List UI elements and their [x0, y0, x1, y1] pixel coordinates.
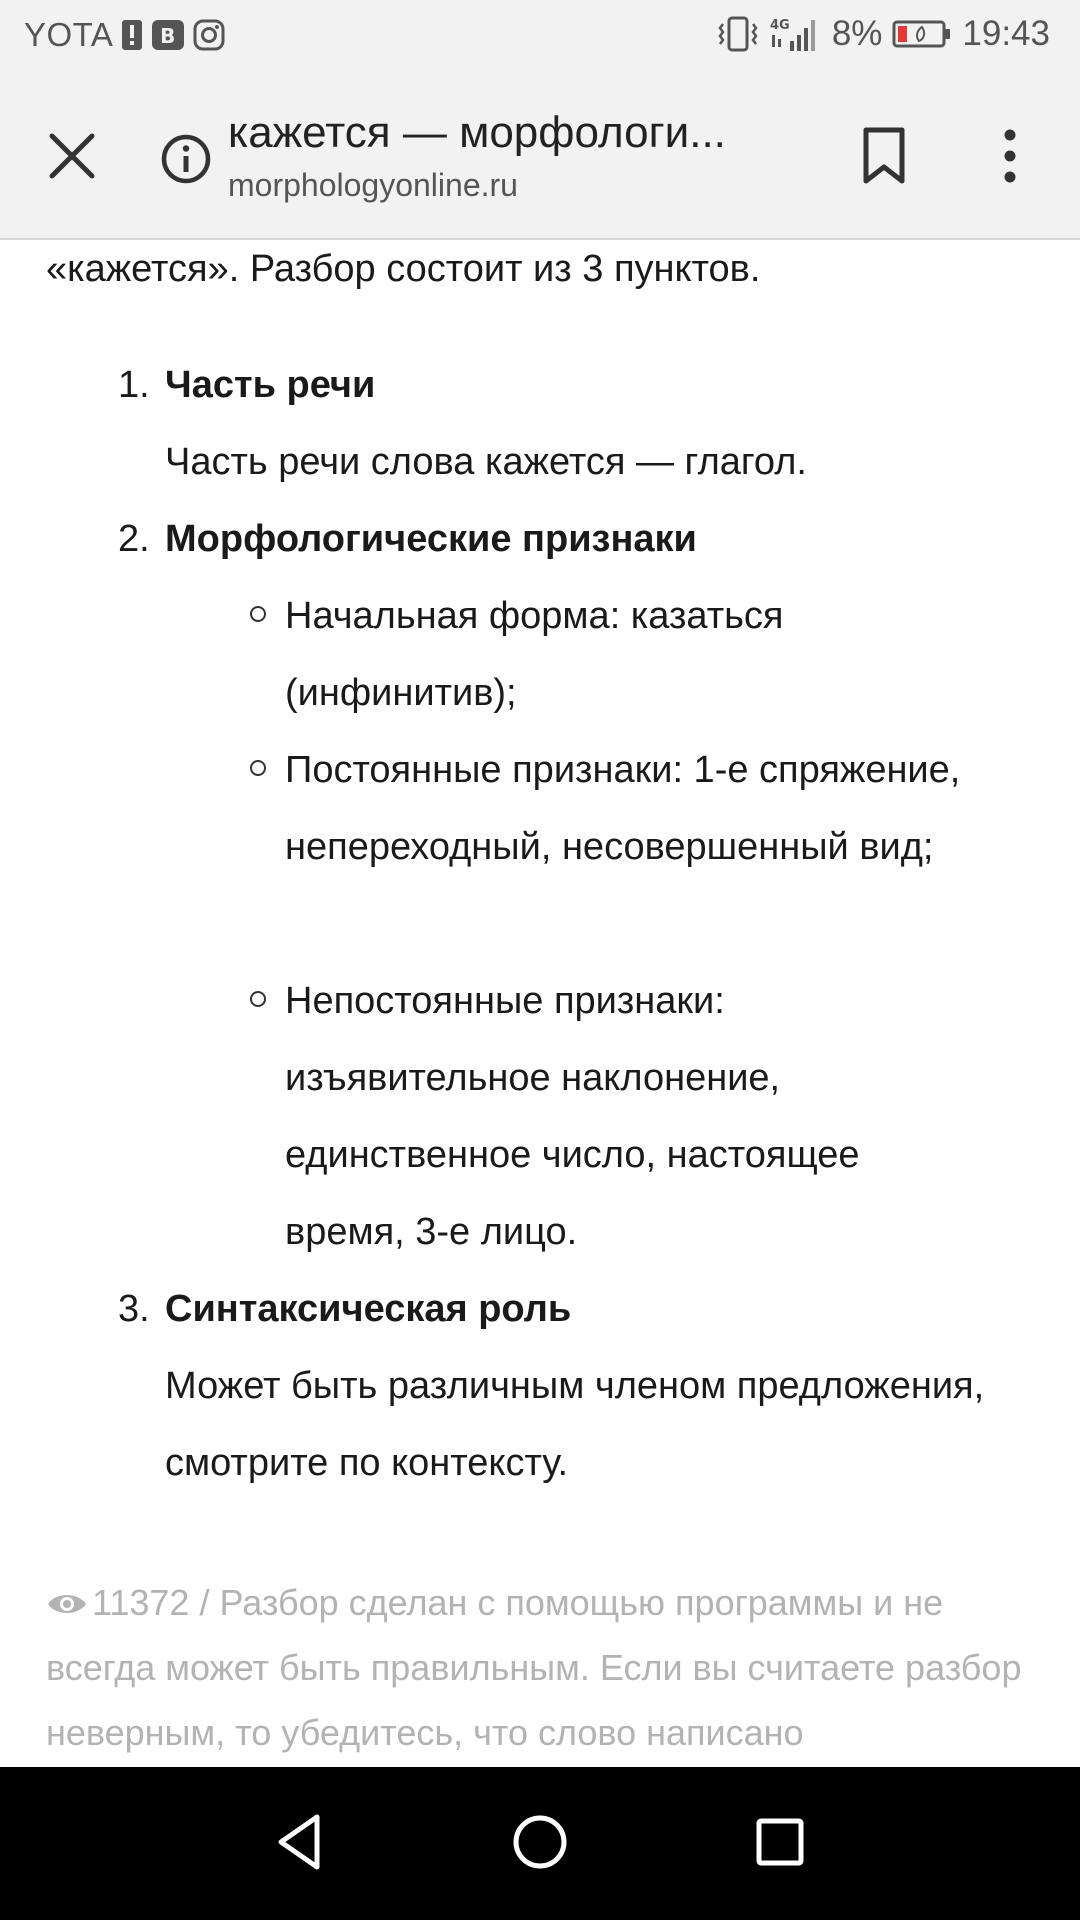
- menu-button[interactable]: [990, 125, 1030, 187]
- eye-icon: [46, 1589, 88, 1619]
- network-type-label: 4G: [769, 18, 790, 33]
- home-icon: [505, 1807, 575, 1877]
- bookmark-icon: [860, 125, 908, 187]
- page-url: morphologyonline.ru: [228, 167, 518, 203]
- signal-icon: [770, 15, 822, 53]
- item-number: 2.: [118, 518, 150, 560]
- intro-text: «кажется». Разбор состоит из 3 пунктов.: [46, 248, 761, 290]
- back-button[interactable]: [265, 1807, 335, 1877]
- more-vert-icon: [990, 125, 1030, 187]
- item-title: Синтаксическая роль: [165, 1288, 572, 1330]
- footer-note: [46, 1570, 1046, 1765]
- status-bar: [0, 0, 1080, 75]
- browser-toolbar: [0, 75, 1080, 240]
- close-icon: [42, 126, 102, 186]
- bookmark-button[interactable]: [860, 125, 908, 187]
- site-info-button[interactable]: [160, 133, 212, 185]
- item-text: Часть речи слова кажется — глагол.: [165, 441, 807, 483]
- info-icon: [160, 133, 212, 185]
- clock: 19:43: [962, 14, 1050, 53]
- footer-text: / Разбор сделан с помощью программы и не всегда может быть правильным. Если вы считаете разбор неверным, то убедитесь, что слово написано: [46, 1582, 1022, 1753]
- back-icon: [265, 1807, 335, 1877]
- carrier-label: YOTA: [24, 16, 114, 53]
- battery-icon: [892, 19, 952, 49]
- bullet-icon: [250, 760, 266, 776]
- home-button[interactable]: [505, 1807, 575, 1877]
- vk-icon: [151, 19, 185, 51]
- svg-text:B: B: [160, 24, 177, 48]
- title-block: [228, 105, 788, 205]
- sub-item-text: Начальная форма: казаться (инфинитив);: [285, 595, 784, 714]
- recents-button[interactable]: [745, 1807, 815, 1877]
- page-title: кажется — морфологи...: [228, 108, 726, 157]
- sub-item-text: Непостоянные признаки: изъявительное наклонение, единственное число, настоящее время, 3-е лицо.: [285, 980, 860, 1253]
- views-count: 11372: [92, 1582, 190, 1623]
- page-content[interactable]: [0, 240, 1080, 1767]
- item-number: 3.: [118, 1288, 150, 1330]
- bullet-icon: [250, 606, 266, 622]
- status-right: [716, 14, 1050, 54]
- item-text: Может быть различным членом предложения, смотрите по контексту.: [165, 1365, 985, 1484]
- recents-icon: [745, 1807, 815, 1877]
- item-number: 1.: [118, 364, 150, 406]
- battery-percent: 8%: [831, 14, 883, 53]
- bullet-icon: [250, 991, 266, 1007]
- instagram-icon: [193, 19, 225, 51]
- alert-icon: [121, 19, 143, 51]
- navigation-bar: [0, 1767, 1080, 1920]
- item-title: Часть речи: [165, 364, 376, 406]
- close-button[interactable]: [42, 126, 102, 186]
- vibrate-icon: [716, 16, 760, 52]
- status-left: [24, 16, 225, 54]
- item-title: Морфологические признаки: [165, 518, 697, 560]
- sub-item-text: Постоянные признаки: 1-е спряжение, непереходный, несовершенный вид;: [285, 749, 961, 868]
